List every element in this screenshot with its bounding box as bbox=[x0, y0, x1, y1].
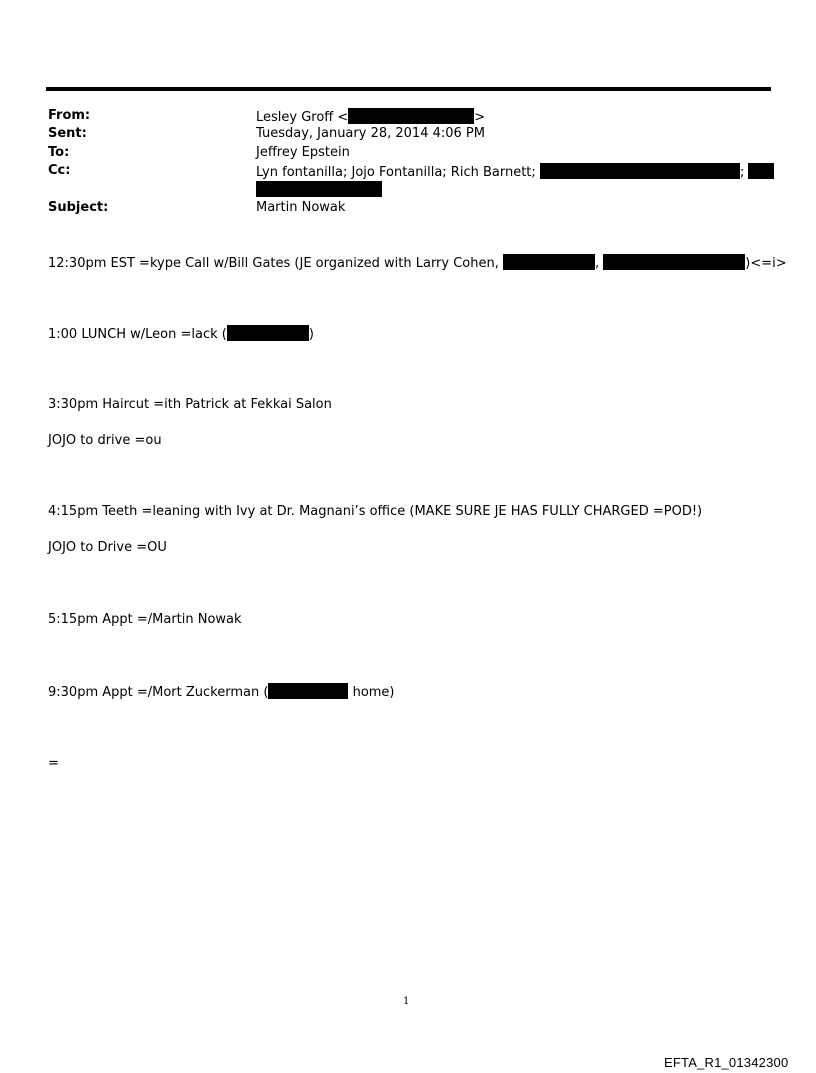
body-line: JOJO to Drive =OU bbox=[48, 540, 167, 555]
from-end: > bbox=[474, 110, 486, 125]
body-line bbox=[48, 325, 314, 343]
body-line bbox=[48, 254, 787, 272]
body-text: 12:30pm EST =kype Call w/Bill Gates (JE organized with Larry Cohen, bbox=[48, 256, 499, 271]
redaction-box bbox=[540, 163, 740, 179]
body-text: )<=i> bbox=[745, 256, 787, 271]
redaction-box bbox=[748, 163, 774, 179]
sent-label: Sent: bbox=[48, 126, 87, 141]
cc-separator: ; bbox=[739, 165, 745, 180]
body-line: JOJO to drive =ou bbox=[48, 433, 162, 448]
cc-names: Lyn fontanilla; Jojo Fontanilla; Rich Barnett; bbox=[256, 165, 536, 180]
subject-value: Martin Nowak bbox=[256, 200, 346, 215]
body-line bbox=[48, 683, 395, 701]
redaction-box bbox=[603, 254, 745, 270]
cc-label: Cc: bbox=[48, 163, 71, 178]
body-text: 9:30pm Appt =/Mort Zuckerman ( bbox=[48, 685, 269, 700]
bates-number: EFTA_R1_01342300 bbox=[664, 1055, 789, 1070]
to-value: Jeffrey Epstein bbox=[256, 145, 350, 160]
body-line: = bbox=[48, 756, 59, 771]
body-text: ) bbox=[308, 327, 314, 342]
body-text: home) bbox=[352, 685, 395, 700]
page-number: 1 bbox=[403, 996, 410, 1007]
redaction-box bbox=[268, 683, 348, 699]
subject-label: Subject: bbox=[48, 200, 109, 215]
sent-value: Tuesday, January 28, 2014 4:06 PM bbox=[256, 126, 485, 141]
from-label: From: bbox=[48, 108, 91, 123]
redaction-box bbox=[227, 325, 309, 341]
body-line: 4:15pm Teeth =leaning with Ivy at Dr. Magnani’s office (MAKE SURE JE HAS FULLY CHARGED =POD!) bbox=[48, 504, 703, 519]
body-text: 1:00 LUNCH w/Leon =lack ( bbox=[48, 327, 227, 342]
redaction-box bbox=[256, 181, 382, 197]
body-line: 5:15pm Appt =/Martin Nowak bbox=[48, 612, 242, 627]
header-rule bbox=[46, 87, 771, 91]
cc-value bbox=[256, 163, 774, 181]
from-name: Lesley Groff < bbox=[256, 110, 349, 125]
body-line: 3:30pm Haircut =ith Patrick at Fekkai Salon bbox=[48, 397, 332, 412]
body-text: , bbox=[595, 256, 600, 271]
redaction-box bbox=[348, 108, 474, 124]
redaction-box bbox=[503, 254, 595, 270]
from-value bbox=[256, 108, 485, 126]
to-label: To: bbox=[48, 145, 70, 160]
